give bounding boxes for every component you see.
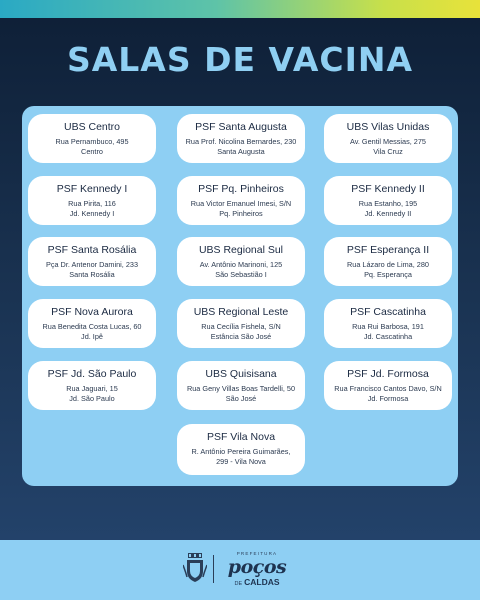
footer-divider xyxy=(213,555,214,583)
unit-name: PSF Vila Nova xyxy=(206,431,276,443)
logo-pocos-wordmark: poços xyxy=(227,556,287,578)
unit-address: Rua Rui Barbosa, 191 Jd. Cascatinha xyxy=(352,322,424,341)
unit-card xyxy=(177,424,305,475)
unit-card xyxy=(28,114,156,163)
unit-name: UBS Regional Leste xyxy=(193,306,289,318)
unit-card xyxy=(177,361,305,410)
unit-card xyxy=(28,176,156,225)
unit-card xyxy=(177,237,305,286)
unit-name: UBS Regional Sul xyxy=(198,244,284,256)
unit-address: Rua Francisco Cantos Davo, S/N Jd. Formosa xyxy=(334,384,442,403)
unit-address: Rua Benedita Costa Lucas, 60 Jd. Ipê xyxy=(42,322,142,341)
unit-card xyxy=(177,114,305,163)
unit-address: Rua Victor Emanuel Imesi, S/N Pq. Pinheiros xyxy=(190,199,292,218)
unit-card xyxy=(28,237,156,286)
unit-address: Rua Prof. Nicolina Bernardes, 230 Santa Augusta xyxy=(185,137,297,156)
unit-card xyxy=(324,299,452,348)
unit-address: R. Antônio Pereira Guimarães, 299 - Vila Nova xyxy=(191,447,291,466)
unit-name: PSF Kennedy II xyxy=(351,183,425,195)
unit-address: Rua Lázaro de Lima, 280 Pq. Esperança xyxy=(347,260,429,279)
unit-address: Av. Gentil Messias, 275 Vila Cruz xyxy=(350,137,426,156)
unit-name: UBS Quisisana xyxy=(205,368,277,380)
city-crest-icon xyxy=(183,553,207,583)
logo-caldas-word: CALDAS xyxy=(244,577,280,587)
unit-name: PSF Jd. Formosa xyxy=(347,368,429,380)
unit-card xyxy=(28,299,156,348)
units-panel xyxy=(22,106,458,486)
unit-card xyxy=(177,176,305,225)
unit-name: PSF Santa Rosália xyxy=(47,244,137,256)
unit-name: PSF Esperança II xyxy=(346,244,430,256)
unit-card xyxy=(324,114,452,163)
unit-name: PSF Nova Aurora xyxy=(51,306,133,318)
unit-name: UBS Centro xyxy=(63,121,121,133)
unit-name: PSF Cascatinha xyxy=(350,306,426,318)
unit-card xyxy=(28,361,156,410)
top-gradient-bar xyxy=(0,0,480,18)
page-title: SALAS DE VACINA xyxy=(66,40,414,79)
unit-name: UBS Vilas Unidas xyxy=(346,121,430,133)
logo-caldas-text xyxy=(222,577,292,587)
unit-address: Av. Antônio Marinoni, 125 São Sebastião I xyxy=(199,260,283,279)
unit-address: Rua Estanho, 195 Jd. Kennedy II xyxy=(358,199,418,218)
logo-de-text: DE xyxy=(234,581,243,587)
unit-name: PSF Pq. Pinheiros xyxy=(198,183,284,195)
unit-address: Pça Dr. Antenor Damini, 233 Santa Rosália xyxy=(45,260,139,279)
unit-address: Rua Cecília Fishela, S/N Estância São José xyxy=(201,322,281,341)
unit-name: PSF Kennedy I xyxy=(56,183,128,195)
unit-address: Rua Pirita, 116 Jd. Kennedy I xyxy=(68,199,116,218)
unit-address: Rua Pernambuco, 495 Centro xyxy=(55,137,129,156)
unit-name: PSF Santa Augusta xyxy=(195,121,287,133)
unit-name: PSF Jd. São Paulo xyxy=(47,368,137,380)
unit-address: Rua Geny Villas Boas Tardelli, 50 São José xyxy=(186,384,296,403)
unit-card xyxy=(324,237,452,286)
unit-card xyxy=(324,176,452,225)
unit-card xyxy=(324,361,452,410)
logo-prefeitura-text: PREFEITURA xyxy=(236,551,278,556)
unit-address: Rua Jaguari, 15 Jd. São Paulo xyxy=(66,384,118,403)
unit-card xyxy=(177,299,305,348)
